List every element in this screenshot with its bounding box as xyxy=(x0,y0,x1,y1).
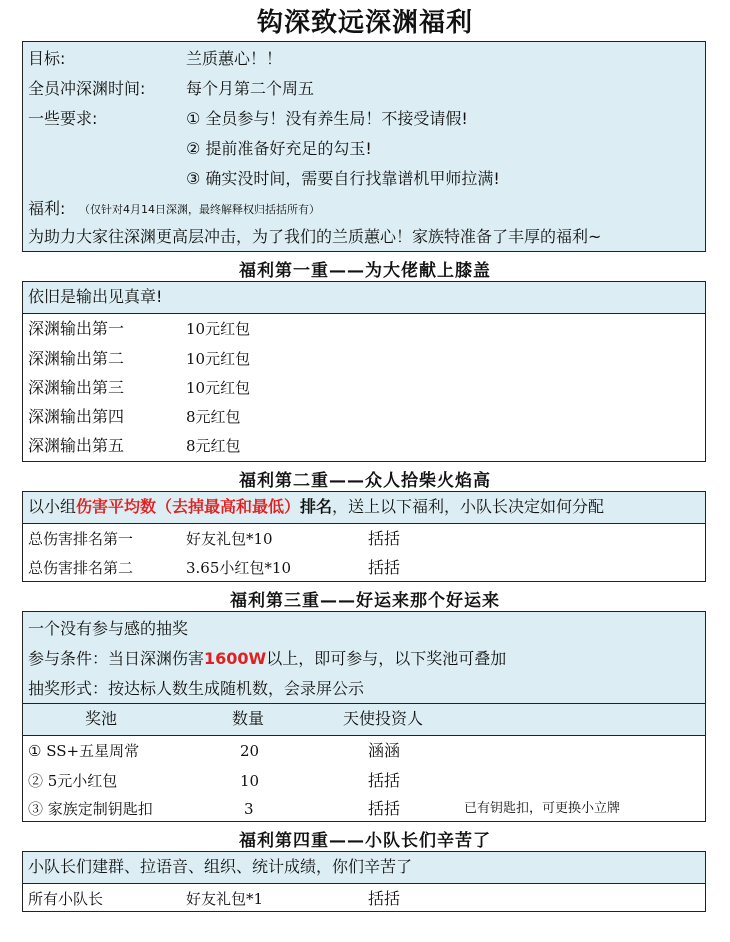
qty-label: 10 xyxy=(240,772,260,790)
reward-label: 10元红包 xyxy=(186,350,251,368)
prize-label: ② 5元小红包 xyxy=(28,772,118,790)
rank-label: 深渊输出第一 xyxy=(28,319,125,338)
qty-label: 3 xyxy=(244,800,254,818)
table-row xyxy=(23,402,705,432)
time-label: 全员冲深渊时间: xyxy=(28,79,146,98)
req-row-3 xyxy=(23,164,705,194)
sponsor-label: 括括 xyxy=(368,771,401,790)
section2-desc-row xyxy=(23,492,705,524)
reward-label: 10元红包 xyxy=(186,320,251,338)
goal-row xyxy=(23,44,705,74)
rank-label: 深渊输出第五 xyxy=(28,436,125,455)
section1-box xyxy=(22,281,706,462)
section3-heading: 福利第三重——好运来那个好运来 xyxy=(230,591,500,611)
req-item-1: ① 全员参与！没有养生局！不接受请假! xyxy=(186,109,468,128)
table-row xyxy=(23,766,705,796)
col-sponsor: 天使投资人 xyxy=(343,709,424,728)
table-row xyxy=(23,344,705,374)
table-row xyxy=(23,373,705,403)
section4-box xyxy=(22,851,706,912)
section3-info xyxy=(23,612,705,704)
section2-desc xyxy=(23,497,604,516)
sponsor-label: 括括 xyxy=(368,529,401,548)
lottery-desc: 一个没有参与感的抽奖 xyxy=(28,619,189,638)
desc-highlight: 伤害平均数（去掉最高和最低） xyxy=(76,497,301,516)
table-row xyxy=(23,794,705,824)
desc-part-bold: 排名 xyxy=(300,497,333,516)
table-row xyxy=(23,314,705,344)
section2-heading: 福利第二重——众人拾柴火焰高 xyxy=(239,471,491,491)
reward-label: 8元红包 xyxy=(186,437,241,455)
section1-desc: 依旧是输出见真章! xyxy=(28,287,163,306)
lottery-condition xyxy=(28,644,506,674)
req-label: 一些要求: xyxy=(28,109,98,128)
sponsor-label: 涵涵 xyxy=(368,741,401,760)
reward-label: 好友礼包*1 xyxy=(186,890,264,908)
reward-label: 好友礼包*10 xyxy=(186,530,273,548)
lottery-line-2 xyxy=(23,644,705,674)
req-row-2 xyxy=(23,134,705,164)
req-row-1 xyxy=(23,104,705,134)
desc-part: ，送上以下福利，小队长决定如何分配 xyxy=(332,497,605,516)
desc-part: 以小组 xyxy=(28,497,77,516)
lottery-line-3 xyxy=(23,674,705,704)
section2-box xyxy=(22,491,706,582)
pool-header-row xyxy=(23,704,705,736)
col-qty: 数量 xyxy=(232,709,265,728)
table-row xyxy=(23,884,705,914)
table-row xyxy=(23,431,705,461)
section4-heading: 福利第四重——小队长们辛苦了 xyxy=(239,831,491,851)
rank-label: 总伤害排名第一 xyxy=(28,530,134,548)
qty-label: 20 xyxy=(240,742,260,760)
req-item-2: ② 提前准备好充足的勾玉! xyxy=(186,139,372,158)
sponsor-label: 括括 xyxy=(368,558,401,577)
condition-highlight: 1600W xyxy=(204,649,267,668)
table-row xyxy=(23,524,705,554)
goal-value: 兰质蕙心！！ xyxy=(186,49,283,68)
section1-heading: 福利第一重——为大佬献上膝盖 xyxy=(239,261,491,281)
section4-desc: 小队长们建群、拉语音、组织、统计成绩，你们辛苦了 xyxy=(28,857,413,876)
reward-label: 8元红包 xyxy=(186,408,241,426)
sponsor-label: 括括 xyxy=(368,889,401,908)
rank-label: 深渊输出第四 xyxy=(28,407,125,426)
goal-label: 目标: xyxy=(28,49,66,68)
page-title: 钩深致远深渊福利 xyxy=(256,8,473,38)
col-pool: 奖池 xyxy=(85,709,118,728)
lottery-line-1 xyxy=(23,614,705,644)
lottery-method: 抽奖形式：按达标人数生成随机数，会录屏公示 xyxy=(28,679,365,698)
benefit-row xyxy=(23,194,705,224)
time-value: 每个月第二个周五 xyxy=(186,79,315,98)
rank-label: 深渊输出第二 xyxy=(28,349,125,368)
who-label: 所有小队长 xyxy=(28,890,104,908)
prize-label: ① SS+五星周常 xyxy=(28,742,140,760)
time-row xyxy=(23,74,705,104)
table-row xyxy=(23,553,705,583)
condition-part: 参与条件：当日深渊伤害 xyxy=(28,649,205,668)
section4-desc-row xyxy=(23,852,705,884)
rank-label: 深渊输出第三 xyxy=(28,378,125,397)
benefit-note: （仅针对4月14日深渊，最终解释权归括括所有） xyxy=(79,203,320,216)
condition-part: 以上，即可参与，以下奖池可叠加 xyxy=(266,649,507,668)
prize-label: ③ 家族定制钥匙扣 xyxy=(28,800,153,818)
rank-label: 总伤害排名第二 xyxy=(28,559,134,577)
section3-box xyxy=(22,611,706,822)
sponsor-label: 括括 xyxy=(368,799,401,818)
benefit-label: 福利: xyxy=(28,199,66,218)
benefit-desc-row xyxy=(23,222,705,252)
table-row xyxy=(23,736,705,766)
benefit-desc: 为助力大家往深渊更高层冲击，为了我们的兰质蕙心！家族特准备了丰厚的福利~ xyxy=(28,227,602,246)
reward-label: 10元红包 xyxy=(186,379,251,397)
prize-note: 已有钥匙扣，可更换小立牌 xyxy=(464,801,621,816)
intro-box xyxy=(22,41,706,252)
section1-desc-row xyxy=(23,282,705,314)
reward-label: 3.65小红包*10 xyxy=(186,559,291,577)
req-item-3: ③ 确实没时间，需要自行找靠谱机甲师拉满! xyxy=(186,169,500,188)
